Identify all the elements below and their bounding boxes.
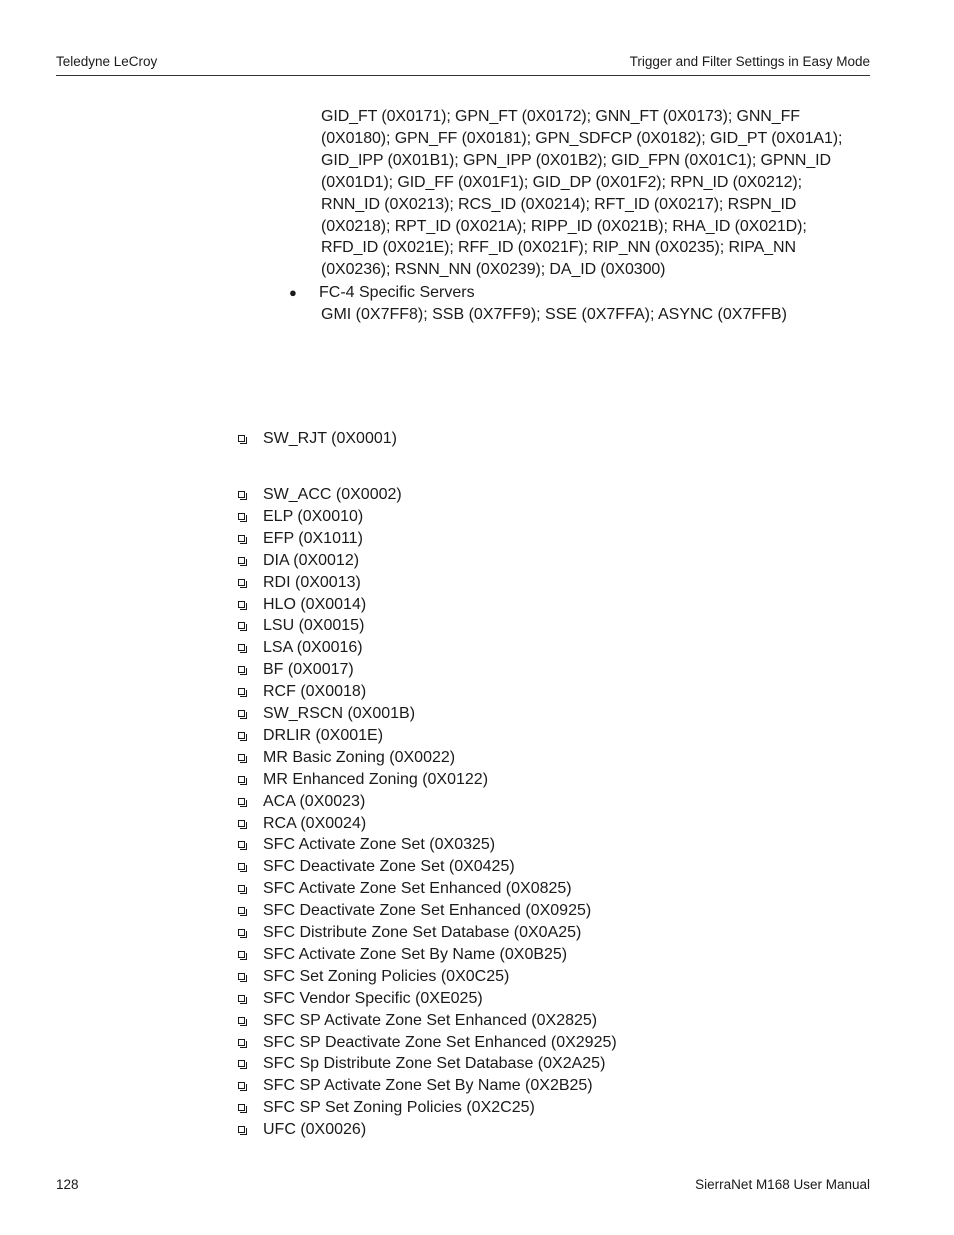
- checkbox-label: SFC SP Activate Zone Set By Name (0X2B25): [263, 1077, 593, 1095]
- paragraph-line: GID_IPP (0X01B1); GPN_IPP (0X01B2); GID_FPN (0X01C1); GPNN_ID: [321, 151, 831, 169]
- checkbox-label: MR Enhanced Zoning (0X0122): [263, 770, 489, 788]
- checkbox-label: UFC (0X0026): [263, 1121, 367, 1139]
- checkbox-label: SFC Deactivate Zone Set Enhanced (0X0925): [263, 902, 592, 920]
- checkbox-label: HLO (0X0014): [263, 595, 367, 613]
- paragraph-line: GID_FT (0X0171); GPN_FT (0X0172); GNN_FT (0X0173); GNN_FF: [321, 108, 800, 125]
- checkbox-label: SFC Set Zoning Policies (0X0C25): [263, 967, 510, 985]
- checkbox-icon[interactable]: [238, 1126, 245, 1133]
- checkbox-label: SFC Sp Distribute Zone Set Database (0X2A25): [263, 1055, 606, 1073]
- checkbox-icon[interactable]: [238, 622, 245, 629]
- checkbox-label: ELP (0X0010): [263, 507, 364, 525]
- checkbox-icon[interactable]: [238, 929, 245, 936]
- checkbox-icon[interactable]: [238, 1104, 245, 1111]
- checkbox-label: SFC SP Deactivate Zone Set Enhanced (0X2925): [263, 1033, 617, 1051]
- checkbox-label: SFC Deactivate Zone Set (0X0425): [263, 858, 515, 876]
- checkbox-label: DIA (0X0012): [263, 551, 360, 569]
- checkbox-label: MR Basic Zoning (0X0022): [263, 748, 456, 766]
- checkbox-icon[interactable]: [238, 885, 245, 892]
- page-header: [56, 53, 870, 76]
- checkbox-icon[interactable]: [238, 491, 245, 498]
- checkbox-label: BF (0X0017): [263, 661, 354, 679]
- checkbox-label: LSA (0X0016): [263, 639, 363, 657]
- paragraph-line: RFD_ID (0X021E); RFF_ID (0X021F); RIP_NN (0X0235); RIPA_NN: [321, 239, 796, 257]
- checkbox-label: SW_ACC (0X0002): [263, 486, 402, 503]
- checkbox-label: SFC SP Set Zoning Policies (0X2C25): [263, 1099, 535, 1117]
- checkbox-icon[interactable]: [238, 995, 245, 1002]
- checkbox-icon[interactable]: [238, 579, 245, 586]
- paragraph-line: (0X0180); GPN_FF (0X0181); GPN_SDFCP (0X0182); GID_PT (0X01A1);: [321, 129, 843, 147]
- checkbox-label: RDI (0X0013): [263, 573, 361, 591]
- checkbox-label: SFC Vendor Specific (0XE025): [263, 989, 483, 1007]
- header-company: Teledyne LeCroy: [56, 54, 158, 69]
- checkbox-label: SFC Activate Zone Set By Name (0X0B25): [263, 945, 568, 963]
- checkbox-icon[interactable]: [238, 863, 245, 870]
- checkbox-label: EFP (0X1011): [263, 529, 363, 547]
- checkbox-icon[interactable]: [238, 951, 245, 958]
- page-number: 128: [56, 1177, 79, 1192]
- command-code-paragraph: [321, 106, 866, 281]
- checkbox-label: RCF (0X0018): [263, 683, 367, 701]
- checkbox-icon[interactable]: [238, 798, 245, 805]
- checkbox-icon[interactable]: [238, 644, 245, 651]
- paragraph-line: (0X0218); RPT_ID (0X021A); RIPP_ID (0X021B); RHA_ID (0X021D);: [321, 217, 807, 235]
- checkbox-label: DRLIR (0X001E): [263, 726, 384, 744]
- checkbox-label: LSU (0X0015): [263, 617, 365, 635]
- fc4-label: FC-4 Specific Servers: [319, 284, 475, 301]
- paragraph-line: (0X0236); RSNN_NN (0X0239); DA_ID (0X0300): [321, 261, 666, 279]
- checkbox-label: SW_RJT (0X0001): [263, 430, 397, 447]
- checkbox-icon[interactable]: [238, 535, 245, 542]
- checkbox-label: SFC Distribute Zone Set Database (0X0A25): [263, 924, 582, 941]
- checkbox-icon[interactable]: [238, 666, 245, 673]
- checkbox-icon[interactable]: [238, 820, 245, 827]
- checkbox-label: SFC Activate Zone Set (0X0325): [263, 836, 496, 854]
- checkbox-label: ACA (0X0023): [263, 792, 366, 810]
- checkbox-icon[interactable]: [238, 710, 245, 717]
- paragraph-line: RNN_ID (0X0213); RCS_ID (0X0214); RFT_ID (0X0217); RSPN_ID: [321, 195, 797, 213]
- checkbox-icon[interactable]: [238, 1082, 245, 1089]
- checkbox-label: SFC SP Activate Zone Set Enhanced (0X2825): [263, 1011, 598, 1029]
- bullet-icon: ●: [289, 285, 297, 300]
- checkbox-label: SFC Activate Zone Set Enhanced (0X0825): [263, 880, 572, 898]
- checkbox-label: SW_RSCN (0X001B): [263, 705, 416, 722]
- checkbox-icon[interactable]: [238, 1060, 245, 1067]
- checkbox-icon[interactable]: [238, 973, 245, 980]
- checkbox-icon[interactable]: [238, 435, 245, 442]
- checkbox-icon[interactable]: [238, 907, 245, 914]
- paragraph-line: (0X01D1); GID_FF (0X01F1); GID_DP (0X01F2); RPN_ID (0X0212);: [321, 173, 802, 191]
- checkbox-icon[interactable]: [238, 754, 245, 761]
- checkbox-icon[interactable]: [238, 513, 245, 520]
- checkbox-label: RCA (0X0024): [263, 814, 367, 832]
- checkbox-icon[interactable]: [238, 688, 245, 695]
- fc4-values: GMI (0X7FF8); SSB (0X7FF9); SSE (0X7FFA); ASYNC (0X7FFB): [321, 305, 787, 323]
- checkbox-icon[interactable]: [238, 1017, 245, 1024]
- manual-title: SierraNet M168 User Manual: [695, 1177, 870, 1192]
- checkbox-icon[interactable]: [238, 601, 245, 608]
- checkbox-icon[interactable]: [238, 776, 245, 783]
- checkbox-icon[interactable]: [238, 732, 245, 739]
- checkbox-icon[interactable]: [238, 557, 245, 564]
- checkbox-icon[interactable]: [238, 1039, 245, 1046]
- checkbox-icon[interactable]: [238, 841, 245, 848]
- header-section-title: Trigger and Filter Settings in Easy Mode: [629, 54, 870, 69]
